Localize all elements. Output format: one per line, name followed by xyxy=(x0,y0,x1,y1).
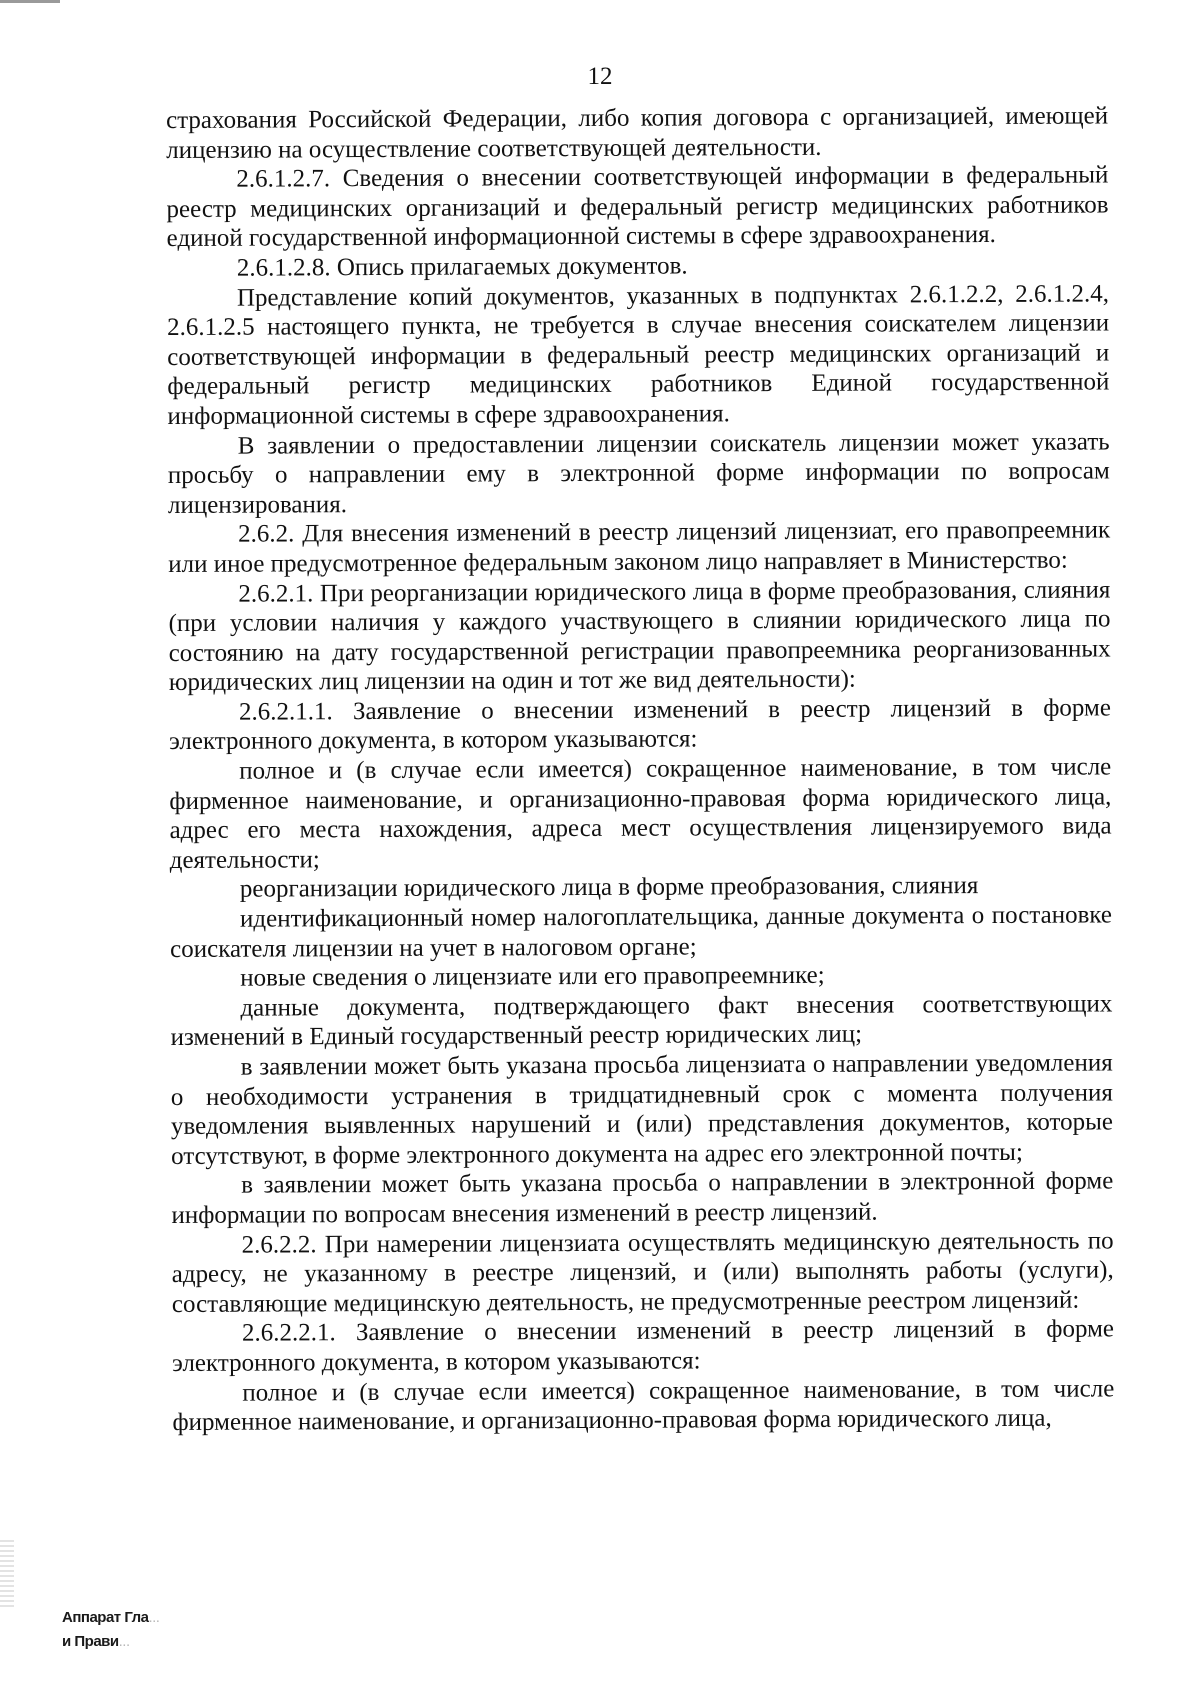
paragraph: 2.6.2.2. При намерении лицензиата осуществлять медицинскую деятельность по адресу, не указанному в реестре лицензий, и (или) выполнять работы (услуги), составляющие медицинскую деятельность, не предусмотренные реестром лицензий: xyxy=(171,1226,1114,1318)
paragraph: данные документа, подтверждающего факт внесения соответствующих изменений в Единый государственный реестр юридических лиц; xyxy=(170,990,1113,1052)
paragraph: полное и (в случае если имеется) сокращенное наименование, в том числе фирменное наименование, и организационно-правовая форма юридического лица, адрес его места нахождения, адреса мест осуществления лицензируемого вида деятельности; xyxy=(169,753,1112,874)
paragraph: полное и (в случае если имеется) сокращенное наименование, в том числе фирменное наименование, и организационно-правовая форма юридического лица, xyxy=(172,1374,1115,1437)
paragraph: в заявлении может быть указана просьба о направлении в электронной форме информации по вопросам внесения изменений в реестр лицензий. xyxy=(171,1167,1114,1229)
paragraph: 2.6.2.1.1. Заявление о внесении изменений в реестр лицензий в форме электронного документа, в котором указываются: xyxy=(169,694,1112,756)
paragraph: 2.6.1.2.7. Сведения о внесении соответствующей информации в федеральный реестр медицинских организаций и федеральный регистр медицинских работников единой государственной информационной системы в сфере здравоохранения. xyxy=(166,161,1109,253)
paragraph: в заявлении может быть указана просьба лицензиата о направлении уведомления о необходимости устранения в тридцатидневный срок с момента получения уведомления выявленных нарушений и (или) представления документов, которые отсутствуют, в форме электронного документа на адрес его электронной почты; xyxy=(170,1049,1114,1170)
paragraph: 2.6.1.2.8. Опись прилагаемых документов. xyxy=(236,252,688,282)
paragraph: 2.6.2.1. При реорганизации юридического лица в форме преобразования, слияния (при условии наличия у каждого участвующего в слиянии юридического лица по состоянию на дату государственной регистрации правопреемника реорганизованных юридических лиц лицензии на один и тот же вид деятельности): xyxy=(168,575,1111,697)
paragraph: новые сведения о лицензиате или его правопреемнике; xyxy=(240,962,825,992)
paragraph: идентификационный номер налогоплательщика, данные документа о постановке соискателя лицензии на учет в налоговом органе; xyxy=(170,901,1113,963)
paragraph: Представление копий документов, указанных в подпунктах 2.6.1.2.2, 2.6.1.2.4, 2.6.1.2.5 настоящего пункта, не требуется в случае внесения соискателем лицензии соответствующей информации в федеральный реестр медицинских организаций и федеральный регистр медицинских работников Единой государственной информационной системы в сфере здравоохранения. xyxy=(167,279,1110,430)
paragraph: 2.6.2.2.1. Заявление о внесении изменений в реестр лицензий в форме электронного документа, в котором указываются: xyxy=(172,1315,1115,1377)
paragraph: реорганизации юридического лица в форме преобразования, слияния xyxy=(239,872,979,904)
scan-edge-noise xyxy=(0,1540,14,1610)
paragraph: 2.6.2. Для внесения изменений в реестр лицензий лицензиат, его правопреемник или иное предусмотренное федеральным законом лицо направляет в Министерство: xyxy=(168,516,1111,578)
document-body xyxy=(166,101,1114,1437)
paragraph: В заявлении о предоставлении лицензии соискатель лицензии может указать просьбу о направлении ему в электронной форме информации по вопросам лицензирования. xyxy=(167,427,1110,519)
footer-stamp xyxy=(62,1606,159,1654)
scan-corner-mark xyxy=(0,0,60,3)
footer-stamp-line-2: и Прави... xyxy=(62,1633,130,1650)
footer-stamp-line-1: Аппарат Гла... xyxy=(62,1609,160,1626)
paragraph: страхования Российской Федерации, либо копия договора с организацией, имеющей лицензию на осуществление соответствующей деятельности. xyxy=(166,102,1109,164)
page-number: 12 xyxy=(587,63,613,90)
